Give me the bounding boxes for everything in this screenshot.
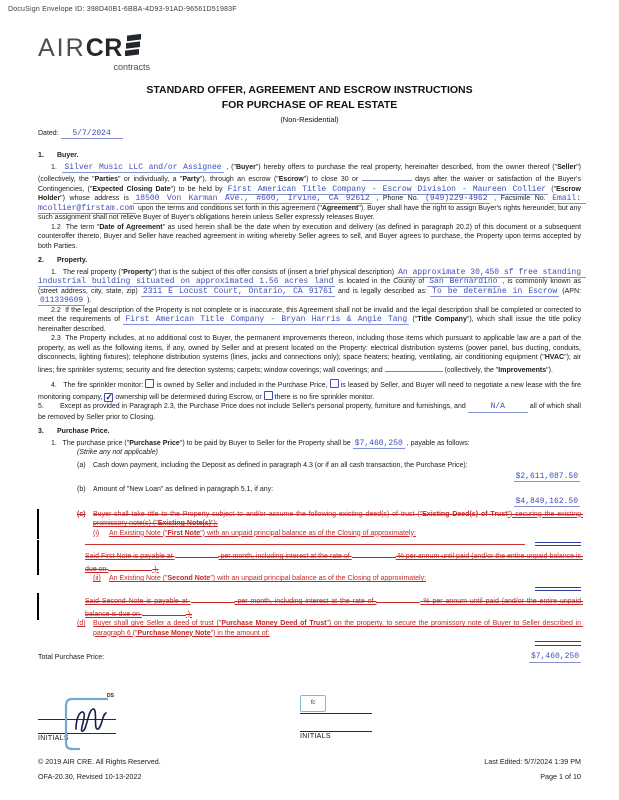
amount-underline xyxy=(535,542,581,547)
blank-field xyxy=(175,549,219,558)
initials-label: INITIALS xyxy=(38,735,69,742)
text-segment: Existing Deed(s) of Trust xyxy=(422,510,508,518)
filled-field: $2,611,087.50 xyxy=(515,472,578,481)
text-segment: there is no fire sprinkler monitor. xyxy=(272,393,375,401)
para-1-1 xyxy=(38,162,586,223)
text-segment: (collectively, the " xyxy=(442,366,499,374)
said-second-note-struck xyxy=(85,594,581,619)
document-title-line2: FOR PURCHASE OF REAL ESTATE xyxy=(221,99,398,111)
text-segment: Purchase Money Note xyxy=(137,629,211,637)
text-segment: An Existing Note (" xyxy=(109,575,168,582)
last-edited-text: Last Edited: 5/7/2024 1:39 PM xyxy=(484,757,581,766)
para-2-1 xyxy=(38,267,586,306)
item-label: (ii) xyxy=(93,575,101,582)
text-segment: " as used herein shall be the date when by execution and delivery (as defined in paragraph 20.2) of this document or a subsequent counteroffer thereto, Buyer and Seller have reached agreement in writing whereby Seller agrees to sell, and Buyer agrees to purchase, the Property upon terms accepted by both Parties. xyxy=(38,223,583,250)
text-segment: Date of Agreement xyxy=(99,223,163,231)
blank-field xyxy=(362,172,412,181)
item-b xyxy=(77,485,581,495)
blank-field xyxy=(376,594,420,603)
text-segment: "): xyxy=(211,520,218,527)
text-segment: " or individually, a " xyxy=(117,176,183,183)
initials-box[interactable]: fc xyxy=(300,695,326,712)
text-segment: Agreement xyxy=(321,204,359,212)
text-segment: ") whose address is xyxy=(60,195,134,202)
text-segment: % per annum until paid (and/or the entire unpaid balance is due on xyxy=(85,598,583,618)
logo-e-bars-icon xyxy=(124,33,142,61)
dated-label: Dated: xyxy=(38,130,59,137)
text-segment: Said Second Note is payable at xyxy=(85,598,191,605)
item-label: (d) xyxy=(77,620,86,627)
checkbox-checked[interactable]: ✓ xyxy=(105,391,113,402)
seller-initials-stamp[interactable] xyxy=(300,693,410,753)
text-segment: ") securing the existing promissory note(s) (" xyxy=(93,510,583,527)
text-segment: ") to be held by xyxy=(170,185,226,193)
text-segment: HVAC xyxy=(544,354,565,361)
logo-air-text: AIR xyxy=(38,34,86,62)
text-segment: "); air lines; fire sprinkler systems; security and fire detection systems; carpets; window coverings; wall coverings; and xyxy=(38,354,583,374)
text-segment: Total Purchase Price: xyxy=(38,653,105,661)
text-segment: "), which shall issue the title policy hereinafter described. xyxy=(38,316,583,333)
text-segment: 1. The real property (" xyxy=(51,268,124,276)
text-segment: "). Buyer shall have the right to assign Buyer's rights hereunder, but any such assignment shall not relieve Buyer of Buyer's obligations herein unless Seller expressly releases Buyer. xyxy=(38,204,583,221)
text-segment: Parties xyxy=(94,176,118,183)
text-segment: , is commonly known as (street address, city, state, zip) xyxy=(38,278,583,295)
text-segment: Seller xyxy=(557,163,577,171)
text-segment: and is legally described as: xyxy=(334,287,431,295)
text-segment: ") to be paid by Buyer to Seller for the Property shall be xyxy=(179,439,353,447)
change-bar xyxy=(37,509,39,530)
item-label: (c) xyxy=(77,510,86,518)
initials-line xyxy=(300,713,372,714)
document-title-line1: STANDARD OFFER, AGREEMENT AND ESCROW INSTRUCTIONS xyxy=(146,84,473,96)
text-segment: Escrow Holder xyxy=(38,185,583,202)
filled-field: N/A xyxy=(468,402,528,413)
text-segment: ). xyxy=(185,610,193,618)
text-segment: 1.2 The term " xyxy=(51,223,100,231)
text-segment: per month, including interest at the rate of xyxy=(234,598,377,605)
blank-field xyxy=(108,562,152,571)
filled-field: First American Title Company - Bryan Harris & Angie Tang xyxy=(125,315,408,324)
filled-field: First American Title Company - Escrow Division - Maureen Collier xyxy=(227,184,547,194)
text-segment: ") (collectively, the " xyxy=(38,163,583,183)
form-code-text: OFA-20.30, Revised 10-13-2022 xyxy=(38,772,142,781)
text-segment: (" xyxy=(409,316,418,323)
text-segment: First Note xyxy=(167,529,201,537)
initials-line xyxy=(300,731,372,732)
text-segment: 2.2 If the legal description of the Property is not complete or is inaccurate, this Agreement shall not be invalid and the legal description shall be completed or corrected to meet the requirements of xyxy=(38,306,583,323)
text-segment: is owned by Seller and included in the Purchase Price, xyxy=(154,382,330,389)
item-a xyxy=(77,461,581,471)
change-bar xyxy=(37,593,39,620)
page-footer xyxy=(38,757,581,781)
text-segment: % per annum until paid (and/or the entire unpaid balance is due on xyxy=(85,553,583,573)
text-segment: , (" xyxy=(223,163,236,171)
footer-row-1 xyxy=(38,757,581,766)
text-segment: "), through an escrow (" xyxy=(199,176,279,183)
text-segment: Party xyxy=(182,176,200,183)
document-subtitle: (Non-Residential) xyxy=(280,115,339,124)
text-segment: , Facsimile No. xyxy=(489,195,551,202)
text-segment: Purchase Price. xyxy=(57,428,110,435)
filled-field: $7,460,250 xyxy=(530,651,579,661)
text-segment: Said First Note is payable at xyxy=(85,553,175,560)
text-segment: "). xyxy=(546,366,553,374)
para-2-5 xyxy=(38,402,581,422)
filled-field: An approximate 30,450 sf free standing industrial building situated on approximated 1.56 acres land xyxy=(38,267,586,286)
filled-field: 2311 E Locust Court, Ontario, CA 91761 xyxy=(142,286,333,296)
buyer-initials-stamp[interactable] xyxy=(38,693,178,753)
text-segment: days after the waiver or satisfaction of the Buyer's Contingencies, (" xyxy=(38,176,583,193)
text-segment: ") that is the subject of this offer consists of (insert a brief physical description) xyxy=(151,268,397,276)
para-2-3 xyxy=(38,334,581,375)
item-c-struck xyxy=(77,510,581,529)
filled-field: (949)229-4962 xyxy=(425,194,488,203)
text-segment: ") hereby offers to purchase the real property, hereinafter described, from the owner thereof (" xyxy=(255,163,558,171)
blank-purchase-money-amount xyxy=(38,641,581,647)
logo-contracts-text: contracts xyxy=(113,62,150,72)
text-segment: per month, including interest at the rate of xyxy=(218,553,352,560)
text-segment: ") in the amount of: xyxy=(210,629,270,637)
text-segment: Escrow xyxy=(278,176,304,183)
text-segment: 1. xyxy=(38,152,44,159)
strike-note xyxy=(77,448,581,458)
item-label: (a) xyxy=(77,461,86,469)
para-3-1 xyxy=(38,439,581,449)
text-segment: Buyer. xyxy=(57,152,79,159)
filled-field: Email: mcollier@firstam.com xyxy=(38,194,586,213)
page-number-text: Page 1 of 10 xyxy=(540,772,581,781)
filled-field: San Bernardino xyxy=(429,277,498,286)
initials-row xyxy=(38,693,581,753)
copyright-text: © 2019 AIR CRE. All Rights Reserved. xyxy=(38,757,161,766)
text-segment: Title Company xyxy=(417,316,467,323)
text-segment: 3. xyxy=(38,428,44,435)
checkbox-unchecked[interactable] xyxy=(264,391,273,400)
aircre-logo xyxy=(38,33,150,72)
text-segment: 1. xyxy=(51,163,63,171)
amount-underline xyxy=(535,641,581,646)
text-segment: , Phone No. xyxy=(371,195,424,202)
checkbox-unchecked[interactable] xyxy=(330,379,339,388)
text-segment: 5. Except as provided in Paragraph 2.3, the Purchase Price does not include Seller's personal property, furniture and furnishings, and xyxy=(38,403,468,410)
text-segment: upon the terms and conditions set forth in this agreement (" xyxy=(136,204,322,212)
item-d xyxy=(77,619,581,638)
text-segment: is leased by Seller, and Buyer will need to negotiate a new lease with the fire monitoring company, xyxy=(38,382,583,401)
money-a xyxy=(38,471,580,482)
docusign-ds-tag: DS xyxy=(107,693,114,699)
initials-signature-icon xyxy=(46,695,136,753)
text-segment: Buyer shall take title to the Property subject to and/or assume the following existing deed(s) of trust (" xyxy=(93,510,423,518)
text-segment: Cash down payment, including the Deposit as defined in paragraph 4.3 (or if an all cash transaction, the Purchase Price): xyxy=(93,461,468,469)
initials-label: INITIALS xyxy=(300,733,331,740)
logo-cre-text: CR xyxy=(85,34,123,62)
text-segment: all of which shall be removed by Seller prior to Closing. xyxy=(38,403,583,421)
heading-purchase-price xyxy=(38,427,581,437)
text-segment: An Existing Note (" xyxy=(109,529,168,537)
blank-field xyxy=(352,549,396,558)
blank-second-note-amount xyxy=(38,587,581,593)
text-segment: Buyer shall give Seller a deed of trust (" xyxy=(93,620,222,627)
strike-rule-first-note xyxy=(85,541,581,547)
blank-field xyxy=(191,594,235,603)
text-segment: ") with an unpaid principal balance as of the Closing of approximately: xyxy=(210,575,427,582)
text-segment: (" xyxy=(548,185,557,193)
dated-filled-field: 5/7/2024 xyxy=(61,129,123,139)
item-c-ii-struck xyxy=(93,574,581,584)
text-segment: ") on the property, to secure the promissory note of Buyer to Seller described in paragraph 6 (" xyxy=(93,620,583,637)
text-segment: ). xyxy=(152,565,159,573)
total-purchase-price-row xyxy=(38,651,581,663)
heading-property xyxy=(38,256,581,266)
text-segment: is located in the County of xyxy=(335,278,428,285)
money-b xyxy=(38,496,580,507)
text-segment: 2. xyxy=(38,257,44,264)
text-segment: ownership will be determined during Escrow, or xyxy=(113,393,264,401)
filled-field: 011339609 xyxy=(40,296,84,305)
change-bar xyxy=(37,528,39,540)
text-segment: Existing Note(s) xyxy=(157,520,212,527)
text-segment: ). xyxy=(85,297,92,304)
amount-underline xyxy=(535,587,581,592)
item-label: (i) xyxy=(93,529,100,537)
text-segment: Purchase Price xyxy=(129,439,180,447)
text-segment: Expected Closing Date xyxy=(92,185,171,193)
logo-row xyxy=(38,33,150,61)
text-segment: (Strike any not applicable) xyxy=(77,449,158,456)
change-bar xyxy=(37,540,39,548)
text-segment: 4. The fire sprinkler monitor: xyxy=(51,382,146,389)
text-segment: Buyer xyxy=(235,163,256,171)
filled-field: To be determine in Escrow xyxy=(432,286,558,296)
filled-field: $7,460,250 xyxy=(354,438,403,448)
dated-line xyxy=(38,129,123,139)
para-2-2 xyxy=(38,306,581,335)
text-segment: Second Note xyxy=(167,575,211,582)
text-segment: Amount of "New Loan" as defined in paragraph 5.1, if any: xyxy=(93,486,274,493)
heading-buyer xyxy=(38,151,581,161)
filled-field: 18500 Von Karman Ave., #600, Irvine, CA 92612 xyxy=(135,194,370,203)
para-2-4 xyxy=(38,379,581,402)
filled-field: Silver Music LLC and/or Assignee xyxy=(64,162,222,172)
strikeout-rule xyxy=(85,544,525,545)
text-segment: Property xyxy=(123,268,152,276)
text-segment: ") with an unpaid principal balance as of the Closing of approximately: xyxy=(200,529,416,537)
docusign-envelope-id: DocuSign Envelope ID: 398D40B1-6BBA-4D93-91AD-96561D51983F xyxy=(8,6,237,13)
text-segment: Improvements xyxy=(498,366,547,374)
item-c-i-struck xyxy=(93,529,581,539)
text-segment: 1. The purchase price (" xyxy=(51,439,130,447)
text-segment: (APN: xyxy=(559,287,583,295)
footer-row-2 xyxy=(38,772,581,781)
document-body xyxy=(38,146,586,663)
said-first-note-struck xyxy=(85,549,581,574)
para-1-2 xyxy=(38,223,581,252)
text-segment: ") to close 30 or xyxy=(303,176,362,183)
text-segment: , payable as follows: xyxy=(404,439,470,447)
item-label: (b) xyxy=(77,486,86,493)
filled-field: $4,849,162.50 xyxy=(515,496,578,506)
blank-field xyxy=(142,607,186,616)
text-segment: 2.3 The Property includes, at no additional cost to Buyer, the permanent improvements thereon, including those items which pursuant to applicable law are a part of the property, as well as the following items, if any, owned by Seller and at present located on the Property: electrical distribution systems (power panel, bus ducting, conduits, disconnects, lighting fixtures); telephone distribution systems (lines, jacks and connections only); space heaters; heating, ventilating, air conditioning equipment (" xyxy=(38,335,583,361)
text-segment: Property. xyxy=(57,257,88,264)
change-bar xyxy=(37,548,39,575)
blank-field xyxy=(385,363,443,372)
text-segment: Purchase Money Deed of Trust xyxy=(221,620,327,627)
